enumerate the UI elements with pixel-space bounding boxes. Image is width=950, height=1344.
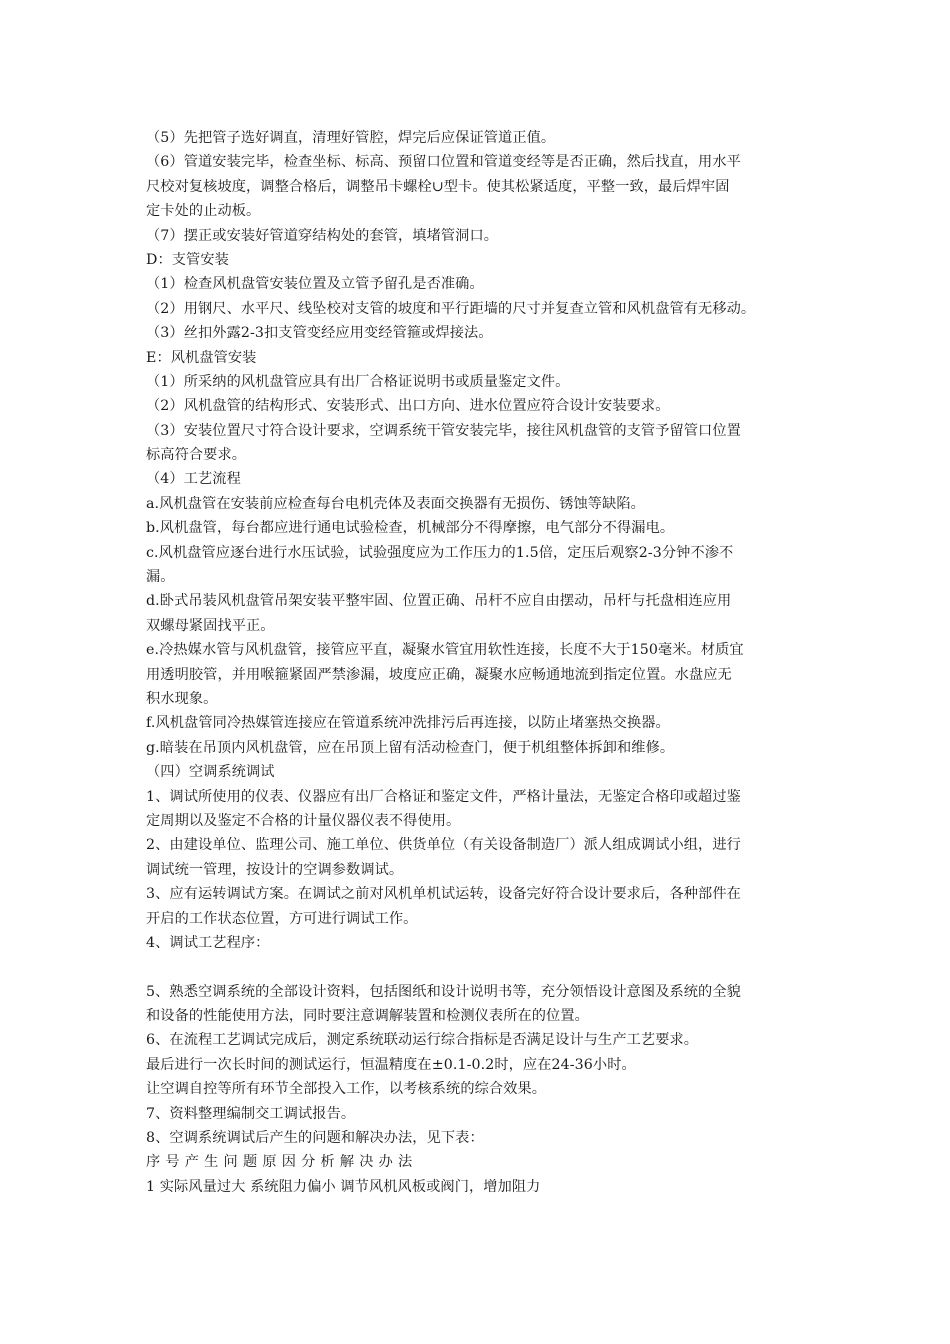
text-line: 开启的工作状态位置，方可进行调试工作。 bbox=[146, 910, 418, 927]
text-line: f.风机盘管同冷热媒管连接应在管道系统冲洗排污后再连接，以防止堵塞热交换器。 bbox=[146, 715, 670, 732]
text-line: 最后进行一次长时间的测试运行，恒温精度在±0.1-0.2时，应在24-36小时。 bbox=[146, 1056, 636, 1073]
text-line: 调试统一管理，按设计的空调参数调试。 bbox=[146, 861, 404, 878]
text-line: 和设备的性能使用方法，同时要注意调解装置和检测仪表所在的位置。 bbox=[146, 1008, 589, 1025]
text-line: （3）丝扣外露2-3扣支管变经应用变经管箍或焊接法。 bbox=[146, 325, 493, 342]
text-line: 双螺母紧固找平正。 bbox=[146, 617, 275, 634]
section-heading-e: E：风机盘管安装 bbox=[146, 349, 257, 366]
blank-line bbox=[146, 955, 826, 979]
text-line: 1、调试所使用的仪表、仪器应有出厂合格证和鉴定文件，严格计量法，无鉴定合格印或超过鉴 bbox=[146, 788, 741, 805]
text-line: 用透明胶管，并用喉箍紧固严禁渗漏，坡度应正确，凝聚水应畅通地流到指定位置。水盘应无 bbox=[146, 666, 732, 683]
text-line: （5）先把管子选好调直，清理好管腔，焊完后应保证管道正值。 bbox=[146, 130, 556, 146]
text-line: 5、熟悉空调系统的全部设计资料，包括图纸和设计说明书等，充分领悟设计意图及系统的全貌 bbox=[146, 983, 741, 1000]
text-line: 定周期以及鉴定不合格的计量仪器仪表不得使用。 bbox=[146, 812, 461, 829]
text-line: 漏。 bbox=[146, 569, 175, 586]
text-line: 6、在流程工艺调试完成后，测定系统联动运行综合指标是否满足设计与生产工艺要求。 bbox=[146, 1032, 699, 1049]
text-line: （4）工艺流程 bbox=[146, 471, 241, 488]
text-line: 让空调自控等所有环节全部投入工作，以考核系统的综合效果。 bbox=[146, 1081, 547, 1098]
text-line: （6）管道安装完毕，检查坐标、标高、预留口位置和管道变经等是否正确，然后找直，用水平 bbox=[146, 154, 741, 171]
section-heading-d: D：支管安装 bbox=[146, 251, 229, 268]
text-line: 4、调试工艺程序： bbox=[146, 934, 270, 951]
text-line: 8、空调系统调试后产生的问题和解决办法，见下表： bbox=[146, 1130, 484, 1147]
text-line: b.风机盘管，每台都应进行通电试验检查，机械部分不得摩擦，电气部分不得漏电。 bbox=[146, 520, 675, 537]
text-line: 定卡处的止动板。 bbox=[146, 203, 261, 220]
text-line: （2）风机盘管的结构形式、安装形式、出口方向、进水位置应符合设计安装要求。 bbox=[146, 398, 670, 415]
text-line: （1）所采纳的风机盘管应具有出厂合格证说明书或质量鉴定文件。 bbox=[146, 373, 570, 390]
text-line: （1）检查风机盘管安装位置及立管予留孔是否准确。 bbox=[146, 276, 484, 293]
text-line: 2、由建设单位、监理公司、施工单位、供货单位（有关设备制造厂）派人组成调试小组，进行 bbox=[146, 837, 741, 854]
text-line: g.暗装在吊顶内风机盘管，应在吊顶上留有活动检查门，便于机组整体拆卸和维修。 bbox=[146, 739, 675, 756]
text-line: c.风机盘管应逐台进行水压试验，试验强度应为工作压力的1.5倍，定压后观察2-3分钟不渗不 bbox=[146, 544, 734, 561]
text-line: e.冷热媒水管与风机盘管，接管应平直，凝聚水管宜用软性连接，长度不大于150毫米。材质宜 bbox=[146, 642, 744, 659]
section-heading-4: （四）空调系统调试 bbox=[146, 764, 275, 781]
text-line: （2）用钢尺、水平尺、线坠校对支管的坡度和平行距墙的尺寸并复查立管和风机盘管有无移动。 bbox=[146, 300, 756, 317]
text-line: 尺校对复核坡度，调整合格后，调整吊卡螺栓∪型卡。使其松紧适度，平整一致，最后焊牢固 bbox=[146, 178, 730, 195]
text-line: 标高符合要求。 bbox=[146, 447, 247, 464]
table-header: 序号产生问题原因分析解决办法 bbox=[146, 1154, 418, 1171]
text-line: （7）摆正或安装好管道穿结构处的套管，填堵管洞口。 bbox=[146, 227, 499, 244]
text-line: 7、资料整理编制交工调试报告。 bbox=[146, 1105, 356, 1122]
text-line: （3）安装位置尺寸符合设计要求，空调系统干管安装完毕，接往风机盘管的支管予留管口位置 bbox=[146, 422, 741, 439]
text-line: 积水现象。 bbox=[146, 690, 218, 707]
text-line: a.风机盘管在安装前应检查每台电机壳体及表面交换器有无损伤、锈蚀等缺陷。 bbox=[146, 495, 645, 512]
table-row: 1 实际风量过大 系统阻力偏小 调节风机风板或阀门，增加阻力 bbox=[146, 1178, 541, 1195]
text-line: 3、应有运转调试方案。在调试之前对风机单机试运转，设备完好符合设计要求后，各种部件在 bbox=[146, 886, 741, 903]
document-body bbox=[146, 126, 826, 1199]
text-line: d.卧式吊装风机盘管吊架安装平整牢固、位置正确、吊杆不应自由摆动，吊杆与托盘相连应用 bbox=[146, 593, 732, 610]
